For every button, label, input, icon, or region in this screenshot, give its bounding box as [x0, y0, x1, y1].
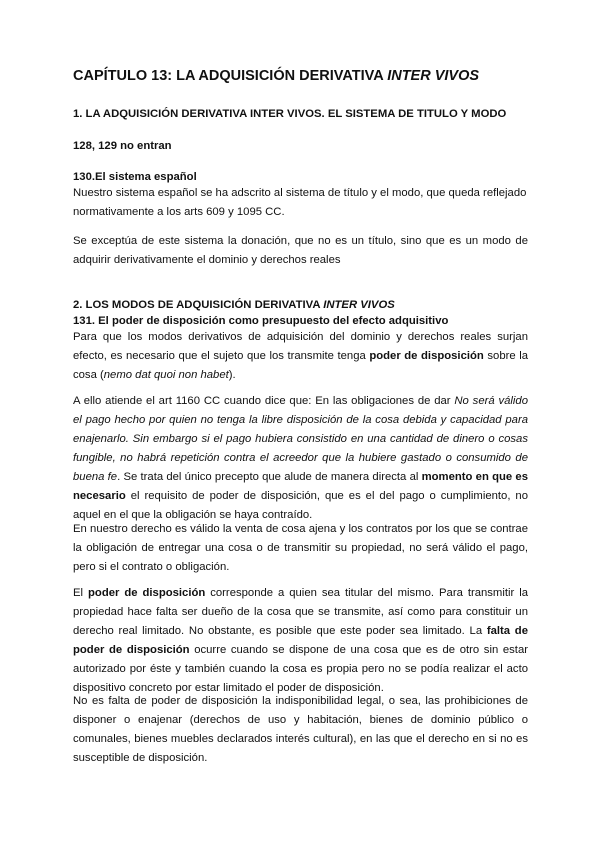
p1-text-a: Para que los modos derivativos de adquisición del dominio y derechos reales surjan efecto, es necesario que el sujeto que los transmite tenga [73, 331, 528, 362]
chapter-title-text: CAPÍTULO 13: LA ADQUISICIÓN DERIVATIVA [73, 68, 388, 84]
p2-article-quote: No será válido el pago hecho por quien no tenga la libre disposición de la cosa debida y capacidad para enajenarlo. Sin embargo si el pago hubiera consistido en una cantidad de dinero o cosas fungible, no habrá repetición contra el acreedor que la hubiere gastado o consumido de buena fe [73, 395, 528, 483]
p2-text-a: A ello atiende el art 1160 CC cuando dice que: En las obligaciones de dar [73, 395, 455, 407]
p2-text-c: . Se trata del único precepto que alude de manera directa al [117, 471, 422, 483]
p4-bold-term-2: falta de poder de disposición [73, 625, 528, 656]
section1-paragraph-2: Se exceptúa de este sistema la donación, que no es un título, sino que es un modo de adquirir derivativamente el dominio y derechos reales [73, 235, 528, 266]
p4-text-c: corresponde a quien sea titular del mismo. Para transmitir la propiedad hace falta ser dueño de la cosa que se transmite, así como para constituir un derecho real limitado. No obstante, es posible que este poder sea limitado. La [73, 587, 529, 637]
section2-paragraph-3: En nuestro derecho es válido la venta de cosa ajena y los contratos por los que se contrae la obligación de entregar una cosa o de transmitir su propiedad, no será válido el pago, pero si el contrato o obligación. [73, 523, 528, 573]
section2-paragraph-1 [73, 328, 528, 385]
no-entran-note: 128, 129 no entran [73, 140, 172, 152]
section2-paragraph-4 [73, 584, 528, 698]
section1-heading: 1. LA ADQUISICIÓN DERIVATIVA INTER VIVOS. EL SISTEMA DE TITULO Y MODO [73, 108, 507, 120]
p1-latin-maxim: nemo dat quoi non habet [103, 369, 229, 381]
section2-paragraph-2 [73, 392, 528, 525]
p1-text-c: sobre la cosa ( [73, 350, 529, 381]
section2-paragraph-5: No es falta de poder de disposición la indisponibilidad legal, o sea, las prohibiciones de disponer o enajenar (derechos de uso y habitación, bienes de dominio público o comunales, bienes muebles declarados interés cultural), en las que el derecho en si no es susceptible de disposición. [73, 695, 528, 764]
section2-heading-text: 2. LOS MODOS DE ADQUISICIÓN DERIVATIVA [73, 299, 324, 311]
p2-text-e: el requisito de poder de disposición, que es el del pago o cumplimiento, no aquel en el que la obligación se haya contraído. [73, 490, 528, 521]
subsection-131-heading: 131. El poder de disposición como presupuesto del efecto adquisitivo [73, 315, 449, 327]
p4-bold-term-1: poder de disposición [88, 587, 206, 599]
p2-bold-term: momento en que es necesario [73, 471, 528, 502]
subsection-130-heading: 130.El sistema español [73, 171, 197, 183]
section1-paragraph-1: Nuestro sistema español se ha adscrito al sistema de título y el modo, que queda reflejado normativamente a los arts 609 y 1095 CC. [73, 187, 527, 218]
chapter-title-italic: INTER VIVOS [387, 68, 480, 84]
p4-text-a: El [73, 587, 89, 599]
section2-heading-italic: INTER VIVOS [323, 299, 395, 311]
p4-text-e: ocurre cuando se dispone de una cosa que es de otro sin estar autorizado por éste y también cuando la cosa es propia pero no se podía realizar el acto dispositivo concreto por estar limitado el poder de disposición. [73, 644, 528, 694]
chapter-title [73, 68, 479, 84]
p1-bold-term: poder de disposición [369, 350, 484, 362]
p1-text-e: ). [228, 369, 236, 381]
